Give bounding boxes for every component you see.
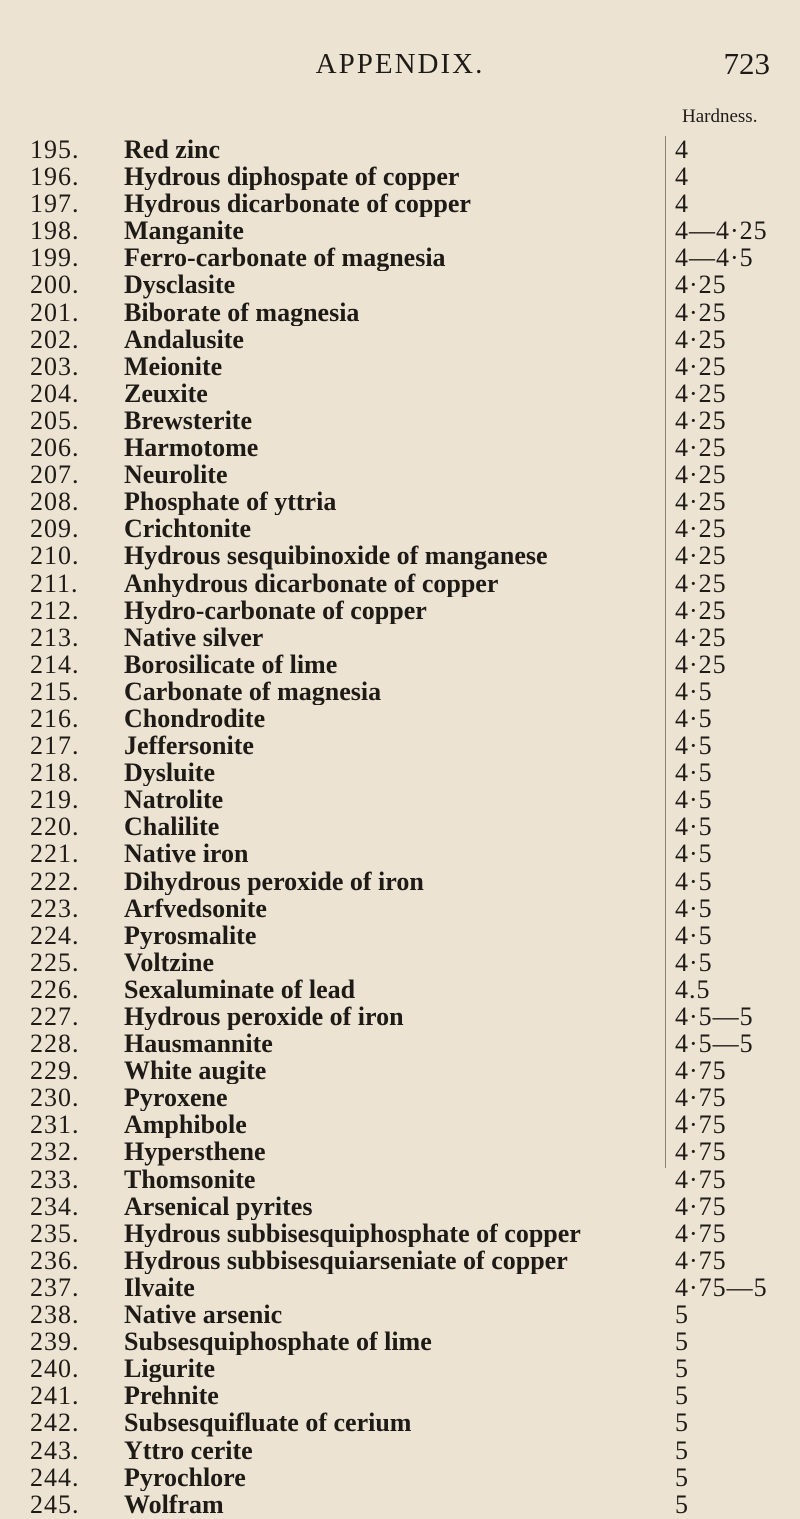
- entry-number: 200.: [30, 270, 80, 300]
- hardness-value: 4·75: [675, 1110, 727, 1140]
- mineral-name: White augite: [124, 1057, 267, 1085]
- entry-number: 237.: [30, 1272, 80, 1302]
- list-item: [0, 1084, 800, 1111]
- hardness-value: 4·5—5: [675, 1029, 754, 1059]
- hardness-value: 4.5: [675, 974, 711, 1004]
- mineral-name: Zeuxite: [124, 379, 208, 407]
- mineral-name: Hydrous dicarbonate of copper: [124, 190, 471, 218]
- mineral-name: Native silver: [124, 623, 264, 651]
- hardness-value: 4·5: [675, 785, 713, 815]
- hardness-value: 4·25: [675, 433, 727, 463]
- list-item: [0, 1220, 800, 1247]
- list-item: [0, 488, 800, 515]
- hardness-value: 4·25: [675, 541, 727, 571]
- mineral-name: Hypersthene: [124, 1138, 266, 1166]
- list-item: [0, 353, 800, 380]
- mineral-name: Ferro-carbonate of magnesia: [124, 244, 446, 272]
- list-item: [0, 1274, 800, 1301]
- hardness-value: 4·75: [675, 1164, 727, 1194]
- entry-number: 245.: [30, 1489, 80, 1519]
- list-item: [0, 1355, 800, 1382]
- mineral-name: Dihydrous peroxide of iron: [124, 867, 424, 895]
- mineral-name: Yttro cerite: [124, 1436, 253, 1464]
- mineral-name: Andalusite: [124, 325, 244, 353]
- list-item: [0, 326, 800, 353]
- hardness-value: 5: [675, 1435, 689, 1465]
- hardness-value: 5: [675, 1408, 689, 1438]
- entry-number: 243.: [30, 1435, 80, 1465]
- hardness-value: 4·5: [675, 866, 713, 896]
- entry-number: 235.: [30, 1218, 80, 1248]
- list-item: [0, 271, 800, 298]
- mineral-name: Hydrous peroxide of iron: [124, 1003, 404, 1031]
- list-item: [0, 624, 800, 651]
- list-item: [0, 1111, 800, 1138]
- entry-number: 211.: [30, 568, 79, 598]
- list-item: [0, 299, 800, 326]
- hardness-value: 4·5: [675, 731, 713, 761]
- mineral-name: Hydrous subbisesquiarseniate of copper: [124, 1246, 568, 1274]
- hardness-value: 4·5: [675, 947, 713, 977]
- mineral-name: Hydrous sesquibinoxide of manganese: [124, 542, 548, 570]
- hardness-value: 4·75: [675, 1191, 727, 1221]
- entry-number: 225.: [30, 947, 80, 977]
- list-item: [0, 922, 800, 949]
- hardness-value: 4·75—5: [675, 1272, 768, 1302]
- list-item: [0, 895, 800, 922]
- mineral-name: Pyroxene: [124, 1084, 228, 1112]
- list-item: [0, 1491, 800, 1518]
- entry-number: 218.: [30, 758, 80, 788]
- entry-number: 244.: [30, 1462, 80, 1492]
- list-item: [0, 434, 800, 461]
- entry-number: 203.: [30, 351, 80, 381]
- list-item: [0, 1138, 800, 1165]
- hardness-value: 5: [675, 1381, 689, 1411]
- list-item: [0, 1057, 800, 1084]
- mineral-name: Pyrosmalite: [124, 921, 257, 949]
- hardness-value: 4·25: [675, 595, 727, 625]
- entry-number: 201.: [30, 297, 80, 327]
- hardness-value: 4·75: [675, 1056, 727, 1086]
- mineral-name: Manganite: [124, 217, 244, 245]
- entry-number: 241.: [30, 1381, 80, 1411]
- entry-number: 209.: [30, 514, 80, 544]
- entry-number: 222.: [30, 866, 80, 896]
- mineral-name: Carbonate of magnesia: [124, 677, 382, 705]
- list-item: [0, 407, 800, 434]
- entry-number: 227.: [30, 1002, 80, 1031]
- mineral-name: Amphibole: [124, 1111, 247, 1139]
- entry-number: 195.: [30, 135, 80, 164]
- entry-number: 213.: [30, 622, 80, 652]
- list-item: [0, 1382, 800, 1409]
- entry-number: 204.: [30, 378, 80, 408]
- entry-number: 205.: [30, 405, 80, 435]
- entry-number: 226.: [30, 974, 80, 1004]
- mineral-name: Natrolite: [124, 786, 224, 814]
- hardness-column-header: Hardness.: [682, 106, 758, 127]
- hardness-value: 4·5—5: [675, 1002, 754, 1031]
- entry-number: 208.: [30, 487, 80, 517]
- mineral-name: Voltzine: [124, 948, 215, 976]
- entry-number: 212.: [30, 595, 80, 625]
- hardness-value: 4·25: [675, 324, 727, 354]
- mineral-name: Ilvaite: [124, 1273, 195, 1302]
- hardness-value: 4·5: [675, 920, 713, 950]
- list-item: [0, 136, 800, 163]
- list-item: [0, 705, 800, 732]
- list-item: [0, 1328, 800, 1355]
- mineral-name: Phosphate of yttria: [124, 488, 337, 516]
- entry-number: 214.: [30, 649, 80, 679]
- mineral-name: Hydrous subbisesquiphosphate of copper: [124, 1219, 581, 1247]
- hardness-value: 4·75: [675, 1245, 727, 1275]
- list-item: [0, 570, 800, 597]
- list-item: [0, 1409, 800, 1436]
- mineral-name: Chalilite: [124, 813, 220, 841]
- mineral-name: Anhydrous dicarbonate of copper: [124, 569, 499, 597]
- hardness-value: 4·75: [675, 1137, 727, 1167]
- hardness-value: 4·25: [675, 270, 727, 300]
- hardness-value: 4·75: [675, 1218, 727, 1248]
- entry-number: 216.: [30, 703, 80, 733]
- list-item: [0, 461, 800, 488]
- hardness-value: 4·25: [675, 297, 727, 327]
- mineral-name: Jeffersonite: [124, 732, 254, 760]
- entry-number: 233.: [30, 1164, 80, 1194]
- list-item: [0, 380, 800, 407]
- hardness-value: 4·5: [675, 703, 713, 733]
- list-item: [0, 786, 800, 813]
- list-item: [0, 163, 800, 190]
- entry-number: 199.: [30, 243, 80, 273]
- entry-number: 223.: [30, 893, 80, 923]
- hardness-value: 4·25: [675, 378, 727, 408]
- hardness-value: 4—4·25: [675, 216, 768, 246]
- entry-number: 221.: [30, 839, 80, 869]
- mineral-name: Prehnite: [124, 1382, 219, 1410]
- hardness-value: 5: [675, 1489, 689, 1519]
- mineral-name: Hydrous diphospate of copper: [124, 163, 460, 191]
- hardness-value: 4: [675, 135, 689, 164]
- hardness-value: 4·25: [675, 568, 727, 598]
- list-item: [0, 217, 800, 244]
- entry-number: 231.: [30, 1110, 80, 1140]
- list-item: [0, 1437, 800, 1464]
- entry-number: 224.: [30, 920, 80, 950]
- mineral-name: Brewsterite: [124, 406, 253, 435]
- entry-number: 238.: [30, 1300, 80, 1330]
- mineral-name: Borosilicate of lime: [124, 650, 338, 678]
- hardness-value: 4·25: [675, 351, 727, 381]
- list-item: [0, 868, 800, 895]
- mineral-name: Red zinc: [124, 136, 221, 164]
- running-header: APPENDIX.: [315, 48, 485, 80]
- entry-number: 228.: [30, 1029, 80, 1059]
- list-item: [0, 515, 800, 542]
- list-item: [0, 542, 800, 569]
- mineral-name: Subsesquiphosphate of lime: [124, 1328, 432, 1356]
- list-item: [0, 678, 800, 705]
- entry-number: 229.: [30, 1056, 80, 1086]
- mineral-name: Dysluite: [124, 759, 215, 787]
- hardness-value: 4·25: [675, 514, 727, 544]
- mineral-list: [0, 136, 800, 1518]
- entry-number: 207.: [30, 460, 80, 490]
- list-item: [0, 840, 800, 867]
- hardness-value: 4·25: [675, 405, 727, 435]
- entry-number: 242.: [30, 1408, 80, 1438]
- page-number: 723: [723, 46, 770, 81]
- entry-number: 230.: [30, 1083, 80, 1113]
- entry-number: 198.: [30, 216, 80, 246]
- mineral-name: Hausmannite: [124, 1030, 273, 1058]
- mineral-name: Chondrodite: [124, 704, 266, 733]
- entry-number: 219.: [30, 785, 80, 815]
- mineral-name: Sexaluminate of lead: [124, 975, 356, 1003]
- hardness-value: 4·5: [675, 758, 713, 788]
- entry-number: 202.: [30, 324, 80, 354]
- mineral-name: Native arsenic: [124, 1301, 283, 1329]
- mineral-name: Arsenical pyrites: [124, 1192, 313, 1220]
- mineral-name: Neurolite: [124, 461, 228, 489]
- mineral-name: Thomsonite: [124, 1165, 256, 1193]
- list-item: [0, 1030, 800, 1057]
- list-item: [0, 976, 800, 1003]
- hardness-value: 4: [675, 162, 689, 192]
- hardness-value: 4·25: [675, 487, 727, 517]
- entry-number: 240.: [30, 1354, 80, 1384]
- entry-number: 210.: [30, 541, 80, 571]
- hardness-value: 4·25: [675, 622, 727, 652]
- hardness-value: 4·5: [675, 893, 713, 923]
- hardness-value: 4·25: [675, 649, 727, 679]
- mineral-name: Harmotome: [124, 434, 259, 462]
- entry-number: 236.: [30, 1245, 80, 1275]
- entry-number: 217.: [30, 731, 80, 761]
- hardness-value: 5: [675, 1354, 689, 1384]
- list-item: [0, 244, 800, 271]
- list-item: [0, 1003, 800, 1030]
- mineral-name: Dysclasite: [124, 271, 236, 299]
- hardness-value: 4—4·5: [675, 243, 754, 273]
- entry-number: 232.: [30, 1137, 80, 1167]
- list-item: [0, 190, 800, 217]
- mineral-name: Hydro-carbonate of copper: [124, 596, 427, 624]
- mineral-name: Biborate of magnesia: [124, 298, 360, 326]
- list-item: [0, 1301, 800, 1328]
- list-item: [0, 759, 800, 786]
- hardness-value: 4: [675, 189, 689, 219]
- hardness-value: 4·5: [675, 839, 713, 869]
- entry-number: 239.: [30, 1327, 80, 1357]
- entry-number: 197.: [30, 189, 80, 219]
- list-item: [0, 597, 800, 624]
- list-item: [0, 1464, 800, 1491]
- hardness-value: 5: [675, 1300, 689, 1330]
- hardness-value: 5: [675, 1327, 689, 1357]
- mineral-name: Subsesquifluate of cerium: [124, 1409, 412, 1437]
- list-item: [0, 949, 800, 976]
- mineral-name: Ligurite: [124, 1355, 215, 1383]
- mineral-name: Crichtonite: [124, 515, 252, 543]
- list-item: [0, 813, 800, 840]
- mineral-name: Native iron: [124, 840, 249, 868]
- list-item: [0, 651, 800, 678]
- hardness-value: 5: [675, 1462, 689, 1492]
- hardness-value: 4·5: [675, 812, 713, 842]
- list-item: [0, 732, 800, 759]
- mineral-name: Wolfram: [124, 1490, 224, 1518]
- hardness-value: 4·25: [675, 460, 727, 490]
- list-item: [0, 1247, 800, 1274]
- mineral-name: Arfvedsonite: [124, 894, 267, 922]
- hardness-value: 4·5: [675, 676, 713, 706]
- hardness-value: 4·75: [675, 1083, 727, 1113]
- list-item: [0, 1193, 800, 1220]
- mineral-name: Pyrochlore: [124, 1463, 246, 1491]
- entry-number: 196.: [30, 162, 80, 192]
- mineral-name: Meionite: [124, 352, 223, 380]
- entry-number: 220.: [30, 812, 80, 842]
- entry-number: 234.: [30, 1191, 80, 1221]
- list-item: [0, 1166, 800, 1193]
- entry-number: 206.: [30, 433, 80, 463]
- entry-number: 215.: [30, 676, 80, 706]
